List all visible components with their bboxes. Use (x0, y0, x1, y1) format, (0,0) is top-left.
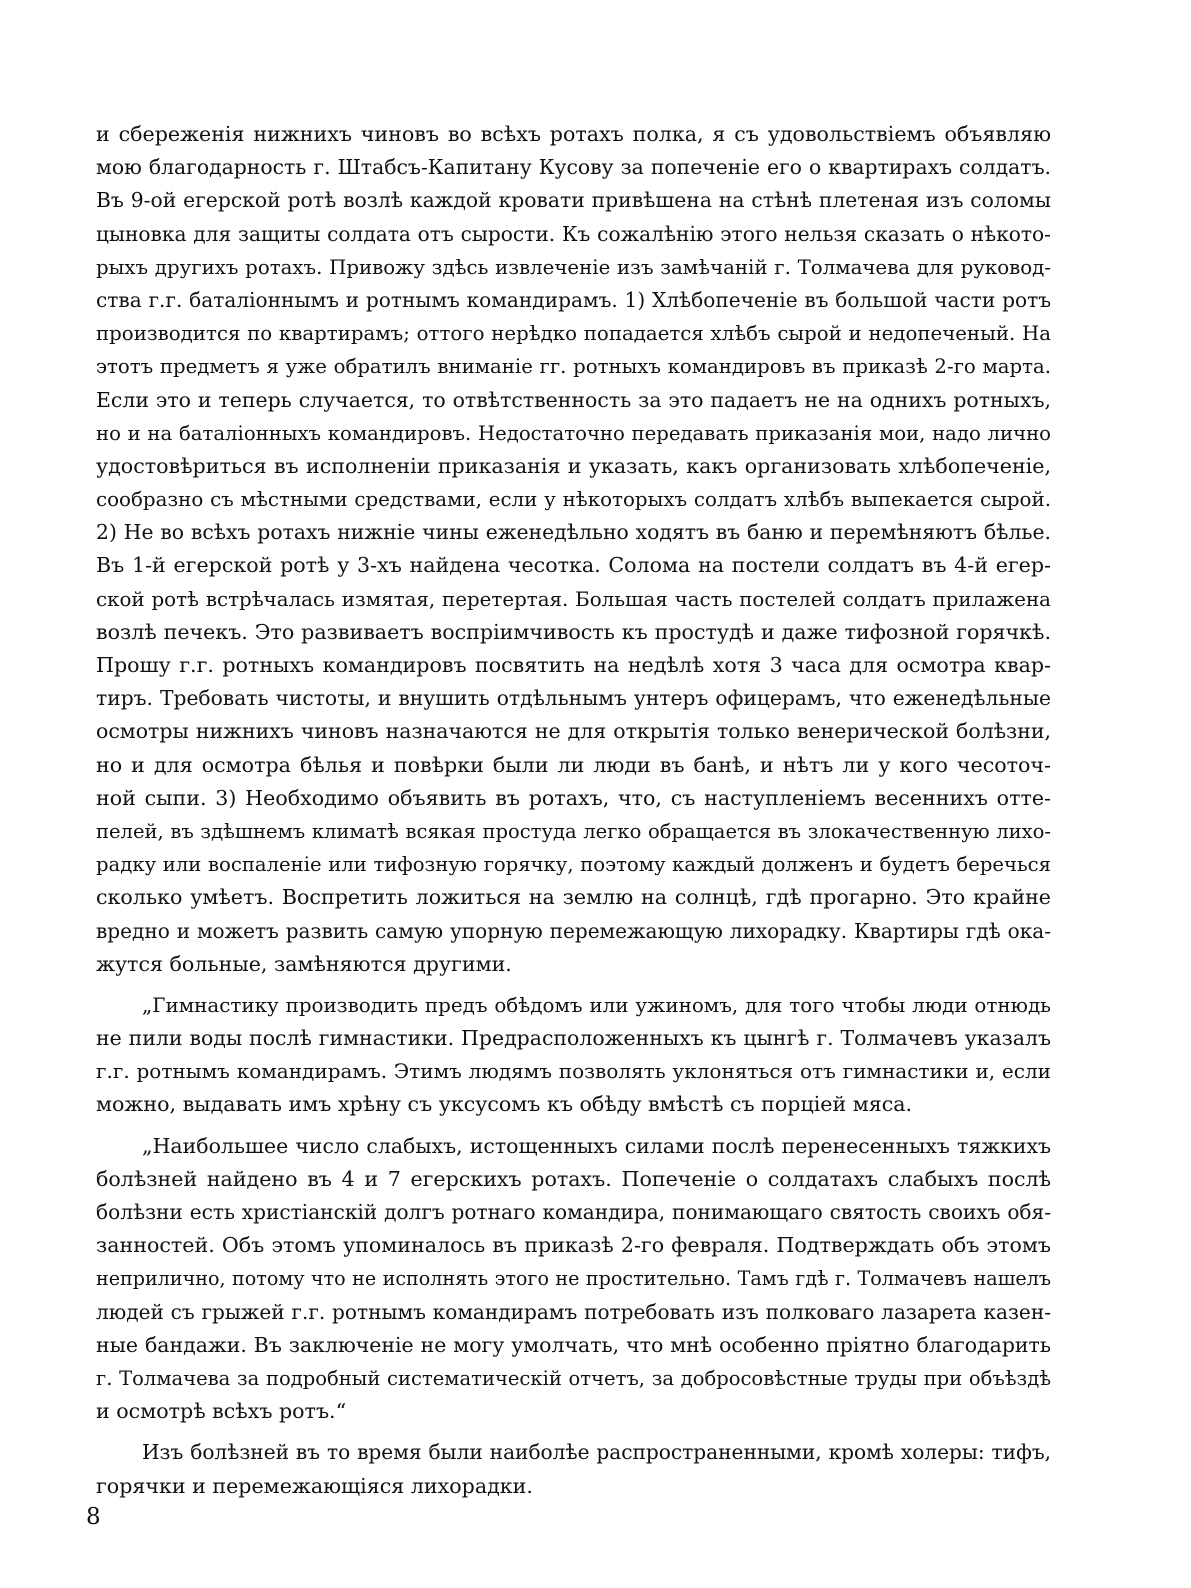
text-line: ные бандажи. Въ заключеніе не могу умолчать, что мнѣ особенно пріятно благодарить (96, 1332, 1051, 1357)
text-line: мою благодарность г. Штабсъ-Капитану Кусову за попеченіе его о квартирахъ солдатъ. (96, 155, 1051, 180)
text-line: ства г.г. баталіоннымъ и ротнымъ командирамъ. 1) Хлѣбопеченіе въ большой части ротъ (96, 287, 1051, 312)
text-line: Изъ болѣзней въ то время были наиболѣе распространенными, кромѣ холеры: тифъ, (142, 1440, 1051, 1465)
page-number: 8 (86, 1504, 101, 1530)
text-line: болѣзней найдено въ 4 и 7 егерскихъ ротахъ. Попеченіе о солдатахъ слабыхъ послѣ (96, 1166, 1051, 1191)
paragraph (96, 1436, 1051, 1502)
text-line: возлѣ печекъ. Это развиваетъ воспріимчивость къ простудѣ и даже тифозной горячкѣ. (96, 619, 1051, 644)
text-line: неприлично, потому что не исполнять этого не простительно. Тамъ гдѣ г. Толмачевъ нашелъ (96, 1267, 1051, 1291)
text-line: тиръ. Требовать чистоты, и внушить отдѣльнымъ унтеръ офицерамъ, что еженедѣльные (96, 686, 1051, 711)
text-line: Въ 9-ой егерской ротѣ возлѣ каждой кровати привѣшена на стѣнѣ плетеная изъ соломы (96, 188, 1051, 213)
text-line: можно, выдавать имъ хрѣну съ уксусомъ къ обѣду вмѣстѣ съ порціей мяса. (96, 1092, 913, 1117)
text-line: вредно и можетъ развить самую упорную перемежающую лихорадку. Квартиры гдѣ ока- (96, 918, 1051, 943)
text-line: Прошу г.г. ротныхъ командировъ посвятить на недѣлѣ хотя 3 часа для осмотра квар- (96, 653, 1051, 677)
text-line: г.г. ротнымъ командирамъ. Этимъ людямъ позволять уклоняться отъ гимнастики и, если (96, 1059, 1051, 1084)
text-line: „Гимнастику производить предъ обѣдомъ или ужиномъ, для того чтобы люди отнюдь (142, 993, 1051, 1017)
paragraph (96, 118, 1051, 981)
text-line: удостовѣриться въ исполненіи приказанія и указать, какъ организовать хлѣбопеченіе, (96, 453, 1051, 478)
text-line: и сбереженія нижнихъ чиновъ во всѣхъ ротахъ полка, я съ удовольствіемъ объявляю (96, 122, 1051, 146)
text-line: 2) Не во всѣхъ ротахъ нижніе чины еженедѣльно ходятъ въ баню и перемѣняютъ бѣлье. (96, 520, 1051, 545)
text-line: сообразно съ мѣстными средствами, если у нѣкоторыхъ солдатъ хлѣбъ выпекается сырой. (96, 488, 1051, 512)
text-line: Если это и теперь случается, то отвѣтственность за это падаетъ не на однихъ ротныхъ, (96, 387, 1051, 412)
paragraph-gap (96, 1428, 1051, 1436)
text-line: пелей, въ здѣшнемъ климатѣ всякая простуда легко обращается въ злокачественную лихо- (96, 819, 1051, 843)
text-line: сколько умѣетъ. Воспретить ложиться на землю на солнцѣ, гдѣ прогарно. Это крайне (96, 885, 1051, 910)
text-line: не пили воды послѣ гимнастики. Предрасположенныхъ къ цынгѣ г. Толмачевъ указалъ (96, 1026, 1051, 1051)
text-line: ной сыпи. 3) Необходимо объявить въ ротахъ, что, съ наступленіемъ весеннихъ отте- (96, 785, 1051, 810)
text-line: радку или воспаленіе или тифозную горячку, поэтому каждый долженъ и будетъ беречься (96, 853, 1051, 877)
text-line: ской ротѣ встрѣчалась измятая, перетертая. Большая часть постелей солдатъ прилажена (96, 587, 1051, 611)
text-line: „Наибольшее число слабыхъ, истощенныхъ силами послѣ перенесенныхъ тяжкихъ (142, 1133, 1051, 1158)
body-text (96, 118, 1051, 1503)
text-line: горячки и перемежающіяся лихорадки. (96, 1473, 533, 1498)
text-line: но и на баталіонныхъ командировъ. Недостаточно передавать приказанія мои, надо лично (96, 421, 1051, 445)
text-line: производится по квартирамъ; оттого нерѣдко попадается хлѣбъ сырой и недопеченый. На (96, 322, 1051, 346)
text-line: занностей. Объ этомъ упоминалось въ приказѣ 2-го февраля. Подтверждать объ этомъ (96, 1233, 1051, 1258)
text-line: жутся больные, замѣняются другими. (96, 951, 512, 976)
paragraph (96, 1130, 1051, 1429)
text-line: этотъ предметъ я уже обратилъ вниманіе гг. ротныхъ командировъ въ приказѣ 2-го марта. (96, 355, 1051, 379)
text-line: но и для осмотра бѣлья и повѣрки были ли люди въ банѣ, и нѣтъ ли у кого чесоточ- (96, 752, 1051, 777)
text-line: Въ 1-й егерской ротѣ у 3-хъ найдена чесотка. Солома на постели солдатъ въ 4-й егер- (96, 553, 1051, 578)
text-line: рыхъ другихъ ротахъ. Привожу здѣсь извлеченіе изъ замѣчаній г. Толмачева для руковод- (96, 255, 1051, 279)
text-line: г. Толмачева за подробный систематическій отчетъ, за добросовѣстные труды при объѣздѣ (96, 1366, 1051, 1390)
text-line: и осмотрѣ всѣхъ ротъ.“ (96, 1399, 347, 1424)
text-line: осмотры нижнихъ чиновъ назначаются не для открытія только венерической болѣзни, (96, 719, 1051, 744)
paragraph-gap (96, 1122, 1051, 1130)
paragraph (96, 989, 1051, 1122)
paragraph-gap (96, 981, 1051, 989)
text-line: цыновка для защиты солдата отъ сырости. Къ сожалѣнію этого нельзя сказать о нѣкото- (96, 221, 1051, 246)
text-line: людей съ грыжей г.г. ротнымъ командирамъ потребовать изъ полковаго лазарета казен- (96, 1299, 1051, 1324)
text-line: болѣзни есть христіанскій долгъ ротнаго командира, понимающаго святость своихъ обя- (96, 1200, 1051, 1224)
